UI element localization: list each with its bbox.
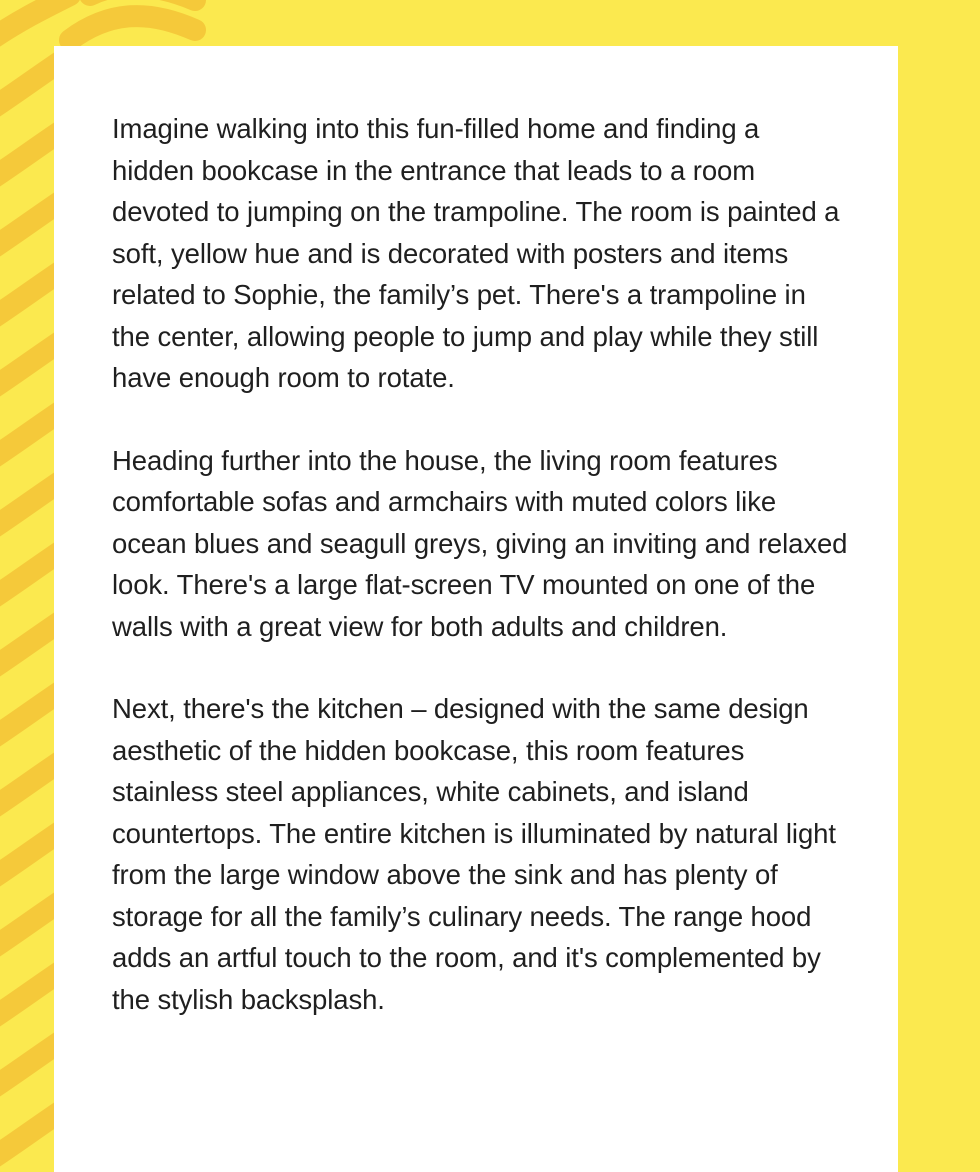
article-paragraph-1: Imagine walking into this fun-filled home and finding a hidden bookcase in the entrance that leads to a room devoted to jumping on the trampoline. The room is painted a soft, yellow hue and is decorated with posters and items related to Sophie, the family’s pet. There's a trampoline in the center, allowing people to jump and play while they still have enough room to rotate. — [112, 113, 840, 393]
article-card — [54, 46, 898, 1172]
article-paragraph-2: Heading further into the house, the living room features comfortable sofas and armchairs with muted colors like ocean blues and seagull greys, giving an inviting and relaxed look. There's a large flat-screen TV mounted on one of the walls with a great view for both adults and children. — [112, 444, 848, 642]
article-paragraph-3: Next, there's the kitchen – designed with the same design aesthetic of the hidden bookcase, this room features stainless steel appliances, white cabinets, and island countertops. The entire kitchen is illuminated by natural light from the large window above the sink and has plenty of storage for all the family’s culinary needs. The range hood adds an artful touch to the room, and it's complemented by the stylish backsplash. — [112, 693, 836, 1015]
